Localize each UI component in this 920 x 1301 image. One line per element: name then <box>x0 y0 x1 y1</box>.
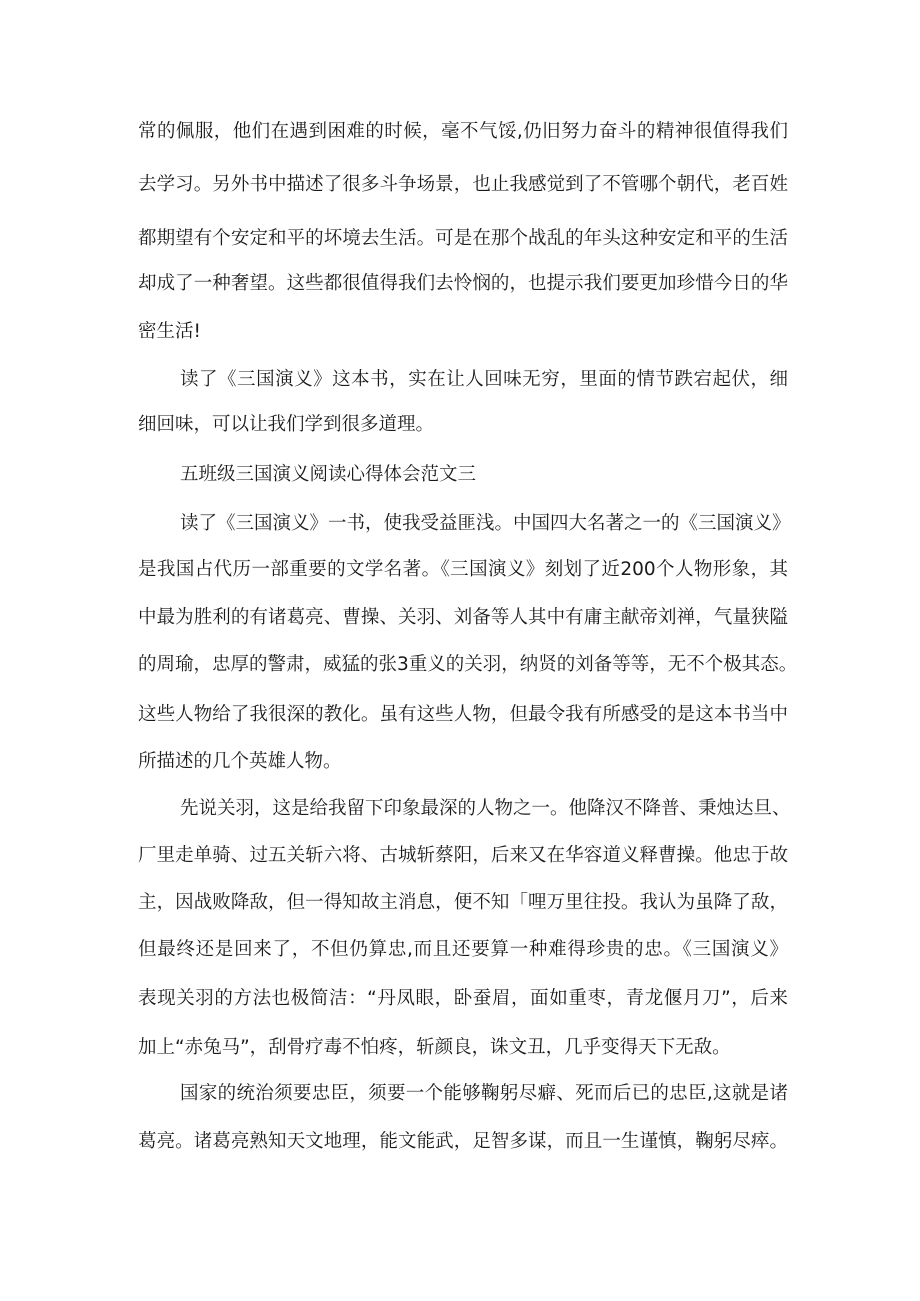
text-line: 中最为胜利的有诸葛亮、曹操、关羽、刘备等人其中有庸主献帝刘禅，气量狭隘 <box>138 607 788 628</box>
text-line: 去学习。另外书中描述了很多斗争场景，也止我感觉到了不管哪个朝代，老百姓 <box>138 174 788 195</box>
text-line: 细回味，可以让我们学到很多道理。 <box>138 414 435 435</box>
paragraph-first-line: 读了《三国演义》一书，使我受益匪浅。中国四大名著之一的《三国演义》 <box>180 513 791 534</box>
text-line: 常的佩服，他们在遇到困难的时候，毫不气馁,仍旧努力奋斗的精神很值得我们 <box>138 121 788 142</box>
text-line: 加上“赤兔马”，刮骨疗毒不怕疼，斩颜良，诛文丑，几乎变得天下无敌。 <box>138 1037 731 1058</box>
text-line: 是我国占代历一部重要的文学名著。《三国演义》刻划了近200个人物形象，其 <box>138 559 788 580</box>
text-line: 所描述的几个英雄人物。 <box>138 751 342 772</box>
text-line: 表现关羽的方法也极简洁：“丹凤眼，卧蚕眉，面如重枣，青龙偃月刀”，后来 <box>138 988 788 1009</box>
section-heading: 五班级三国演义阅读心得体会范文三 <box>180 464 477 485</box>
text-line: 却成了一种奢望。这些都很值得我们去怜悯的，也提示我们要更加珍惜今日的华 <box>138 273 788 294</box>
text-line: 这些人物给了我很深的教化。虽有这些人物，但最令我有所感受的是这本书当中 <box>138 704 788 725</box>
text-line: 葛亮。诸葛亮熟知天文地理，能文能武，足智多谋，而且一生谨慎，鞠躬尽瘁。 <box>138 1131 788 1152</box>
text-line: 但最终还是回来了，不但仍算忠,而且还要算一种难得珍贵的忠。《三国演义》 <box>138 939 788 960</box>
text-line: 主，因战败降敌，但一得知故主消息，便不知「哩万里往投。我认为虽降了敌， <box>138 892 788 913</box>
text-line: 厂里走单骑、过五关斩六将、古城斩蔡阳，后来又在华容道义释曹操。他忠于故 <box>138 845 788 866</box>
text-line: 的周瑜，忠厚的警肃，威猛的张3重义的关羽，纳贤的刘备等等，无不个极其态。 <box>138 654 798 675</box>
text-line: 密生活! <box>138 321 201 342</box>
paragraph-first-line: 国家的统治须要忠臣，须要一个能够鞠躬尽癖、死而后已的忠臣,这就是诸 <box>180 1083 788 1104</box>
paragraph-first-line: 先说关羽，这是给我留下印象最深的人物之一。他降汉不降普、秉烛达旦、 <box>180 798 791 819</box>
paragraph-first-line: 读了《三国演义》这本书，实在让人回味无穷，里面的情节跌宕起伏，细 <box>180 369 788 390</box>
text-line: 都期望有个安定和平的坏境去生活。可是在那个战乱的年头这种安定和平的生活 <box>138 228 788 249</box>
